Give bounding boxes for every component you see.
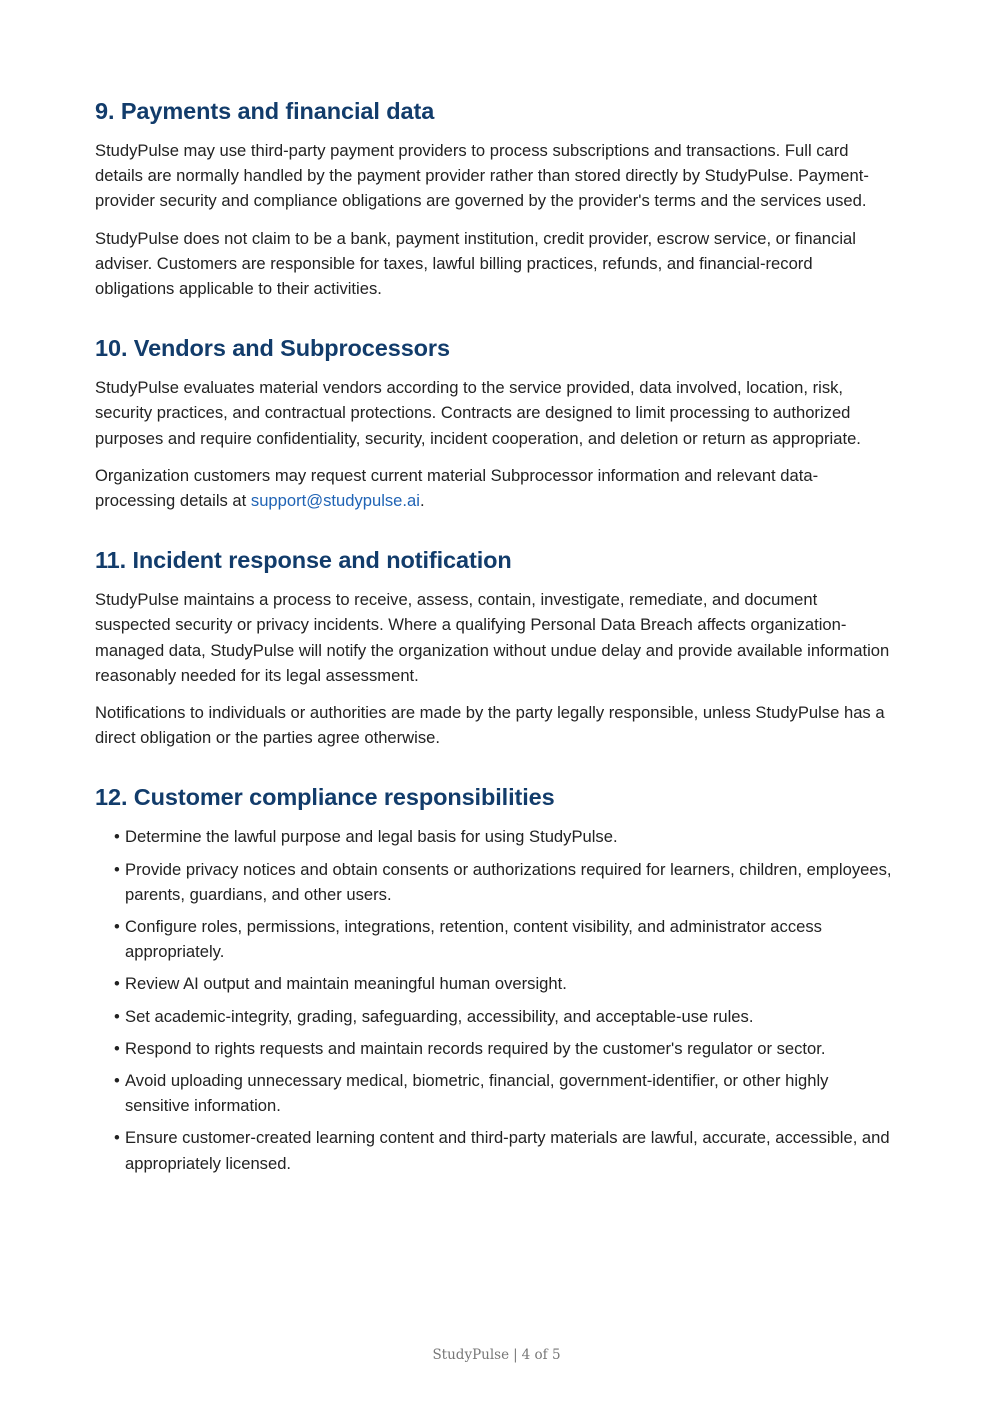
responsibilities-list: [95, 824, 895, 1175]
bullet-icon: •: [114, 974, 120, 994]
list-item: [114, 914, 895, 964]
section-paragraph: StudyPulse maintains a process to receive, assess, contain, investigate, remediate, and document suspected security or privacy incidents. Where a qualifying Personal Data Breach affects organization-managed data, StudyPulse will notify the organization without undue delay and provide available information reasonably needed for its legal assessment.: [95, 590, 890, 685]
footer-separator: |: [513, 1347, 518, 1363]
section-paragraph: StudyPulse evaluates material vendors according to the service provided, data involved, location, risk, security practices, and contractual protections. Contracts are designed to limit processing to authorized purposes and require confidentiality, security, incident cooperation, and deletion or return as appropriate.: [95, 378, 861, 448]
bullet-icon: •: [114, 917, 120, 937]
bullet-icon: •: [114, 827, 120, 847]
section-payments: [95, 96, 895, 301]
list-item: [114, 857, 895, 907]
list-item: [114, 1068, 895, 1118]
list-item: [114, 971, 895, 996]
list-item: [114, 1125, 895, 1175]
section-paragraph: StudyPulse may use third-party payment providers to process subscriptions and transactions. Full card details are normally handled by the payment provider rather than stored directly by StudyPulse. Payment-provider security and compliance obligations are governed by the provider's terms and the services used.: [95, 141, 869, 211]
list-item-text: Configure roles, permissions, integrations, retention, content visibility, and administrator access appropriately.: [125, 917, 822, 962]
document-page: [95, 96, 895, 1208]
bullet-icon: •: [114, 1128, 120, 1148]
bullet-icon: •: [114, 1038, 120, 1058]
section-customer-compliance: [95, 782, 895, 1175]
section-vendors: [95, 333, 895, 513]
list-item: [114, 1004, 895, 1029]
section-paragraph: Notifications to individuals or authorities are made by the party legally responsible, unless StudyPulse has a direct obligation or the parties agree otherwise.: [95, 703, 885, 748]
page-number: 4 of 5: [521, 1347, 561, 1363]
section-incident-response: [95, 545, 895, 750]
section-heading: 12. Customer compliance responsibilities: [95, 784, 555, 811]
contact-text: Organization customers may request current material Subprocessor information and relevant data-processing details at: [95, 465, 819, 511]
list-item-text: Determine the lawful purpose and legal basis for using StudyPulse.: [125, 827, 618, 847]
bullet-icon: •: [114, 1071, 120, 1091]
list-item-text: Review AI output and maintain meaningful human oversight.: [125, 974, 567, 994]
list-item-text: Respond to rights requests and maintain records required by the customer's regulator or sector.: [125, 1038, 826, 1058]
section-heading: 10. Vendors and Subprocessors: [95, 335, 450, 362]
list-item: [114, 1036, 895, 1061]
list-item-text: Ensure customer-created learning content and third-party materials are lawful, accurate, accessible, and appropriately licensed.: [125, 1128, 890, 1173]
section-paragraph: StudyPulse does not claim to be a bank, payment institution, credit provider, escrow service, or financial adviser. Customers are responsible for taxes, lawful billing practices, refunds, and financial-record obligations applicable to their activities.: [95, 228, 856, 299]
list-item-text: Avoid uploading unnecessary medical, biometric, financial, government-identifier, or other highly sensitive information.: [125, 1071, 829, 1116]
section-heading: 9. Payments and financial data: [95, 98, 435, 124]
page-footer: [0, 1347, 993, 1363]
list-item-text: Provide privacy notices and obtain consents or authorizations required for learners, children, employees, parents, guardians, and other users.: [125, 859, 892, 904]
contact-text-end: .: [419, 491, 425, 511]
bullet-icon: •: [114, 859, 120, 879]
footer-brand: StudyPulse: [432, 1347, 510, 1363]
bullet-icon: •: [114, 1006, 120, 1026]
contact-paragraph: [95, 463, 895, 513]
list-item-text: Set academic-integrity, grading, safeguarding, accessibility, and acceptable-use rules.: [125, 1006, 754, 1026]
list-item: [114, 824, 895, 849]
support-email-link[interactable]: support@studypulse.ai: [250, 491, 420, 511]
section-heading: 11. Incident response and notification: [95, 547, 512, 574]
